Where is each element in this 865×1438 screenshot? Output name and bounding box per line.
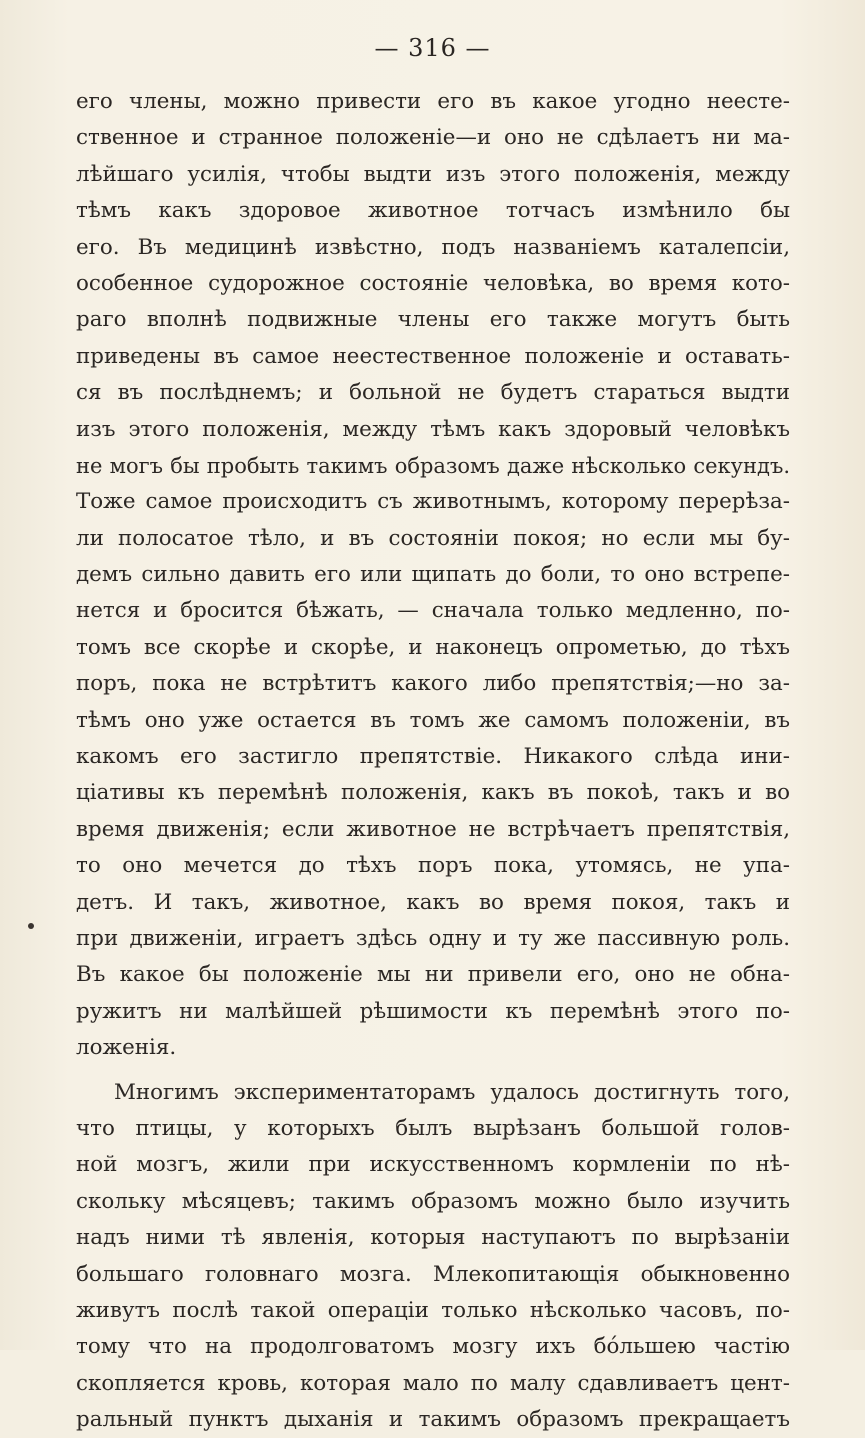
text-line: скопляется кровь, которая мало по малу сдавливаетъ цент- bbox=[76, 1370, 790, 1396]
page-number: — 316 — bbox=[374, 34, 491, 62]
text-line: тѣмъ оно уже остается въ томъ же самомъ положеніи, въ bbox=[76, 707, 790, 733]
text-line: особенное судорожное состояніе человѣка, во время кото- bbox=[76, 270, 790, 296]
text-line: тѣмъ какъ здоровое животное тотчасъ измѣнило бы bbox=[76, 198, 790, 224]
text-line: демъ сильно давить его или щипать до боли, то оно встрепе- bbox=[76, 562, 790, 588]
text-line: то оно мечется до тѣхъ поръ пока, утомясь, не упа- bbox=[76, 853, 790, 879]
text-line: тому что на продолговатомъ мозгу ихъ бо́льшею частію bbox=[76, 1334, 790, 1360]
text-line: Въ какое бы положеніе мы ни привели его, оно не обна- bbox=[76, 962, 790, 988]
text-line: раго вполнѣ подвижные члены его также могутъ быть bbox=[76, 307, 790, 333]
paragraph-spacer bbox=[76, 1067, 790, 1075]
text-line: не могъ бы пробыть такимъ образомъ даже нѣсколько секундъ. bbox=[76, 453, 790, 478]
text-line: скольку мѣсяцевъ; такимъ образомъ можно было изучить bbox=[76, 1188, 790, 1214]
text-line: Тоже самое происходитъ съ животнымъ, которому перерѣза- bbox=[76, 489, 790, 515]
margin-ink-mark bbox=[28, 923, 34, 929]
text-line: ли полосатое тѣло, и въ состояніи покоя; но если мы бу- bbox=[76, 525, 790, 551]
text-line: ружитъ ни малѣйшей рѣшимости къ перемѣнѣ этого по- bbox=[76, 998, 790, 1024]
body-text bbox=[76, 84, 790, 1438]
text-line: томъ все скорѣе и скорѣе, и наконецъ опрометью, до тѣхъ bbox=[76, 634, 790, 660]
text-line: поръ, пока не встрѣтитъ какого либо препятствія;—но за- bbox=[76, 671, 790, 697]
text-line: его члены, можно привести его въ какое угодно неесте- bbox=[76, 89, 790, 114]
text-line: ся въ послѣднемъ; и больной не будетъ стараться выдти bbox=[76, 380, 790, 406]
text-line: при движеніи, играетъ здѣсь одну и ту же пассивную роль. bbox=[76, 925, 790, 951]
paragraph-2 bbox=[76, 1075, 790, 1438]
text-line: ціативы къ перемѣнѣ положенія, какъ въ покоѣ, такъ и во bbox=[76, 780, 790, 806]
text-line: Многимъ экспериментаторамъ удалось достигнуть того, bbox=[114, 1079, 790, 1105]
text-line: надъ ними тѣ явленія, которыя наступаютъ по вырѣзаніи bbox=[76, 1225, 790, 1251]
text-line: ной мозгъ, жили при искусственномъ кормленіи по нѣ- bbox=[76, 1152, 790, 1178]
text-line: большаго головнаго мозга. Млекопитающія обыкновенно bbox=[76, 1261, 790, 1287]
text-line: что птицы, у которыхъ былъ вырѣзанъ большой голов- bbox=[76, 1115, 790, 1141]
text-line: ственное и странное положеніе—и оно не сдѣлаетъ ни ма- bbox=[76, 125, 790, 151]
text-line: ложенія. bbox=[76, 1035, 177, 1061]
paragraph-1 bbox=[76, 84, 790, 1067]
text-line: живутъ послѣ такой операціи только нѣсколько часовъ, по- bbox=[76, 1297, 790, 1323]
text-line: нется и бросится бѣжать, — сначала только медленно, по- bbox=[76, 598, 790, 624]
text-line: лѣйшаго усилія, чтобы выдти изъ этого положенія, между bbox=[76, 161, 790, 187]
text-line: время движенія; если животное не встрѣчаетъ препятствія, bbox=[76, 816, 790, 842]
text-line: детъ. И такъ, животное, какъ во время покоя, такъ и bbox=[76, 889, 790, 915]
text-line: какомъ его застигло препятствіе. Никакого слѣда ини- bbox=[76, 744, 790, 770]
text-line: изъ этого положенія, между тѣмъ какъ здоровый человѣкъ bbox=[76, 416, 790, 442]
text-line: ральный пунктъ дыханія и такимъ образомъ прекращаетъ bbox=[76, 1407, 790, 1433]
text-line: приведены въ самое неестественное положеніе и оставать- bbox=[76, 343, 790, 369]
text-line: его. Въ медицинѣ извѣстно, подъ названіемъ каталепсіи, bbox=[76, 234, 790, 260]
